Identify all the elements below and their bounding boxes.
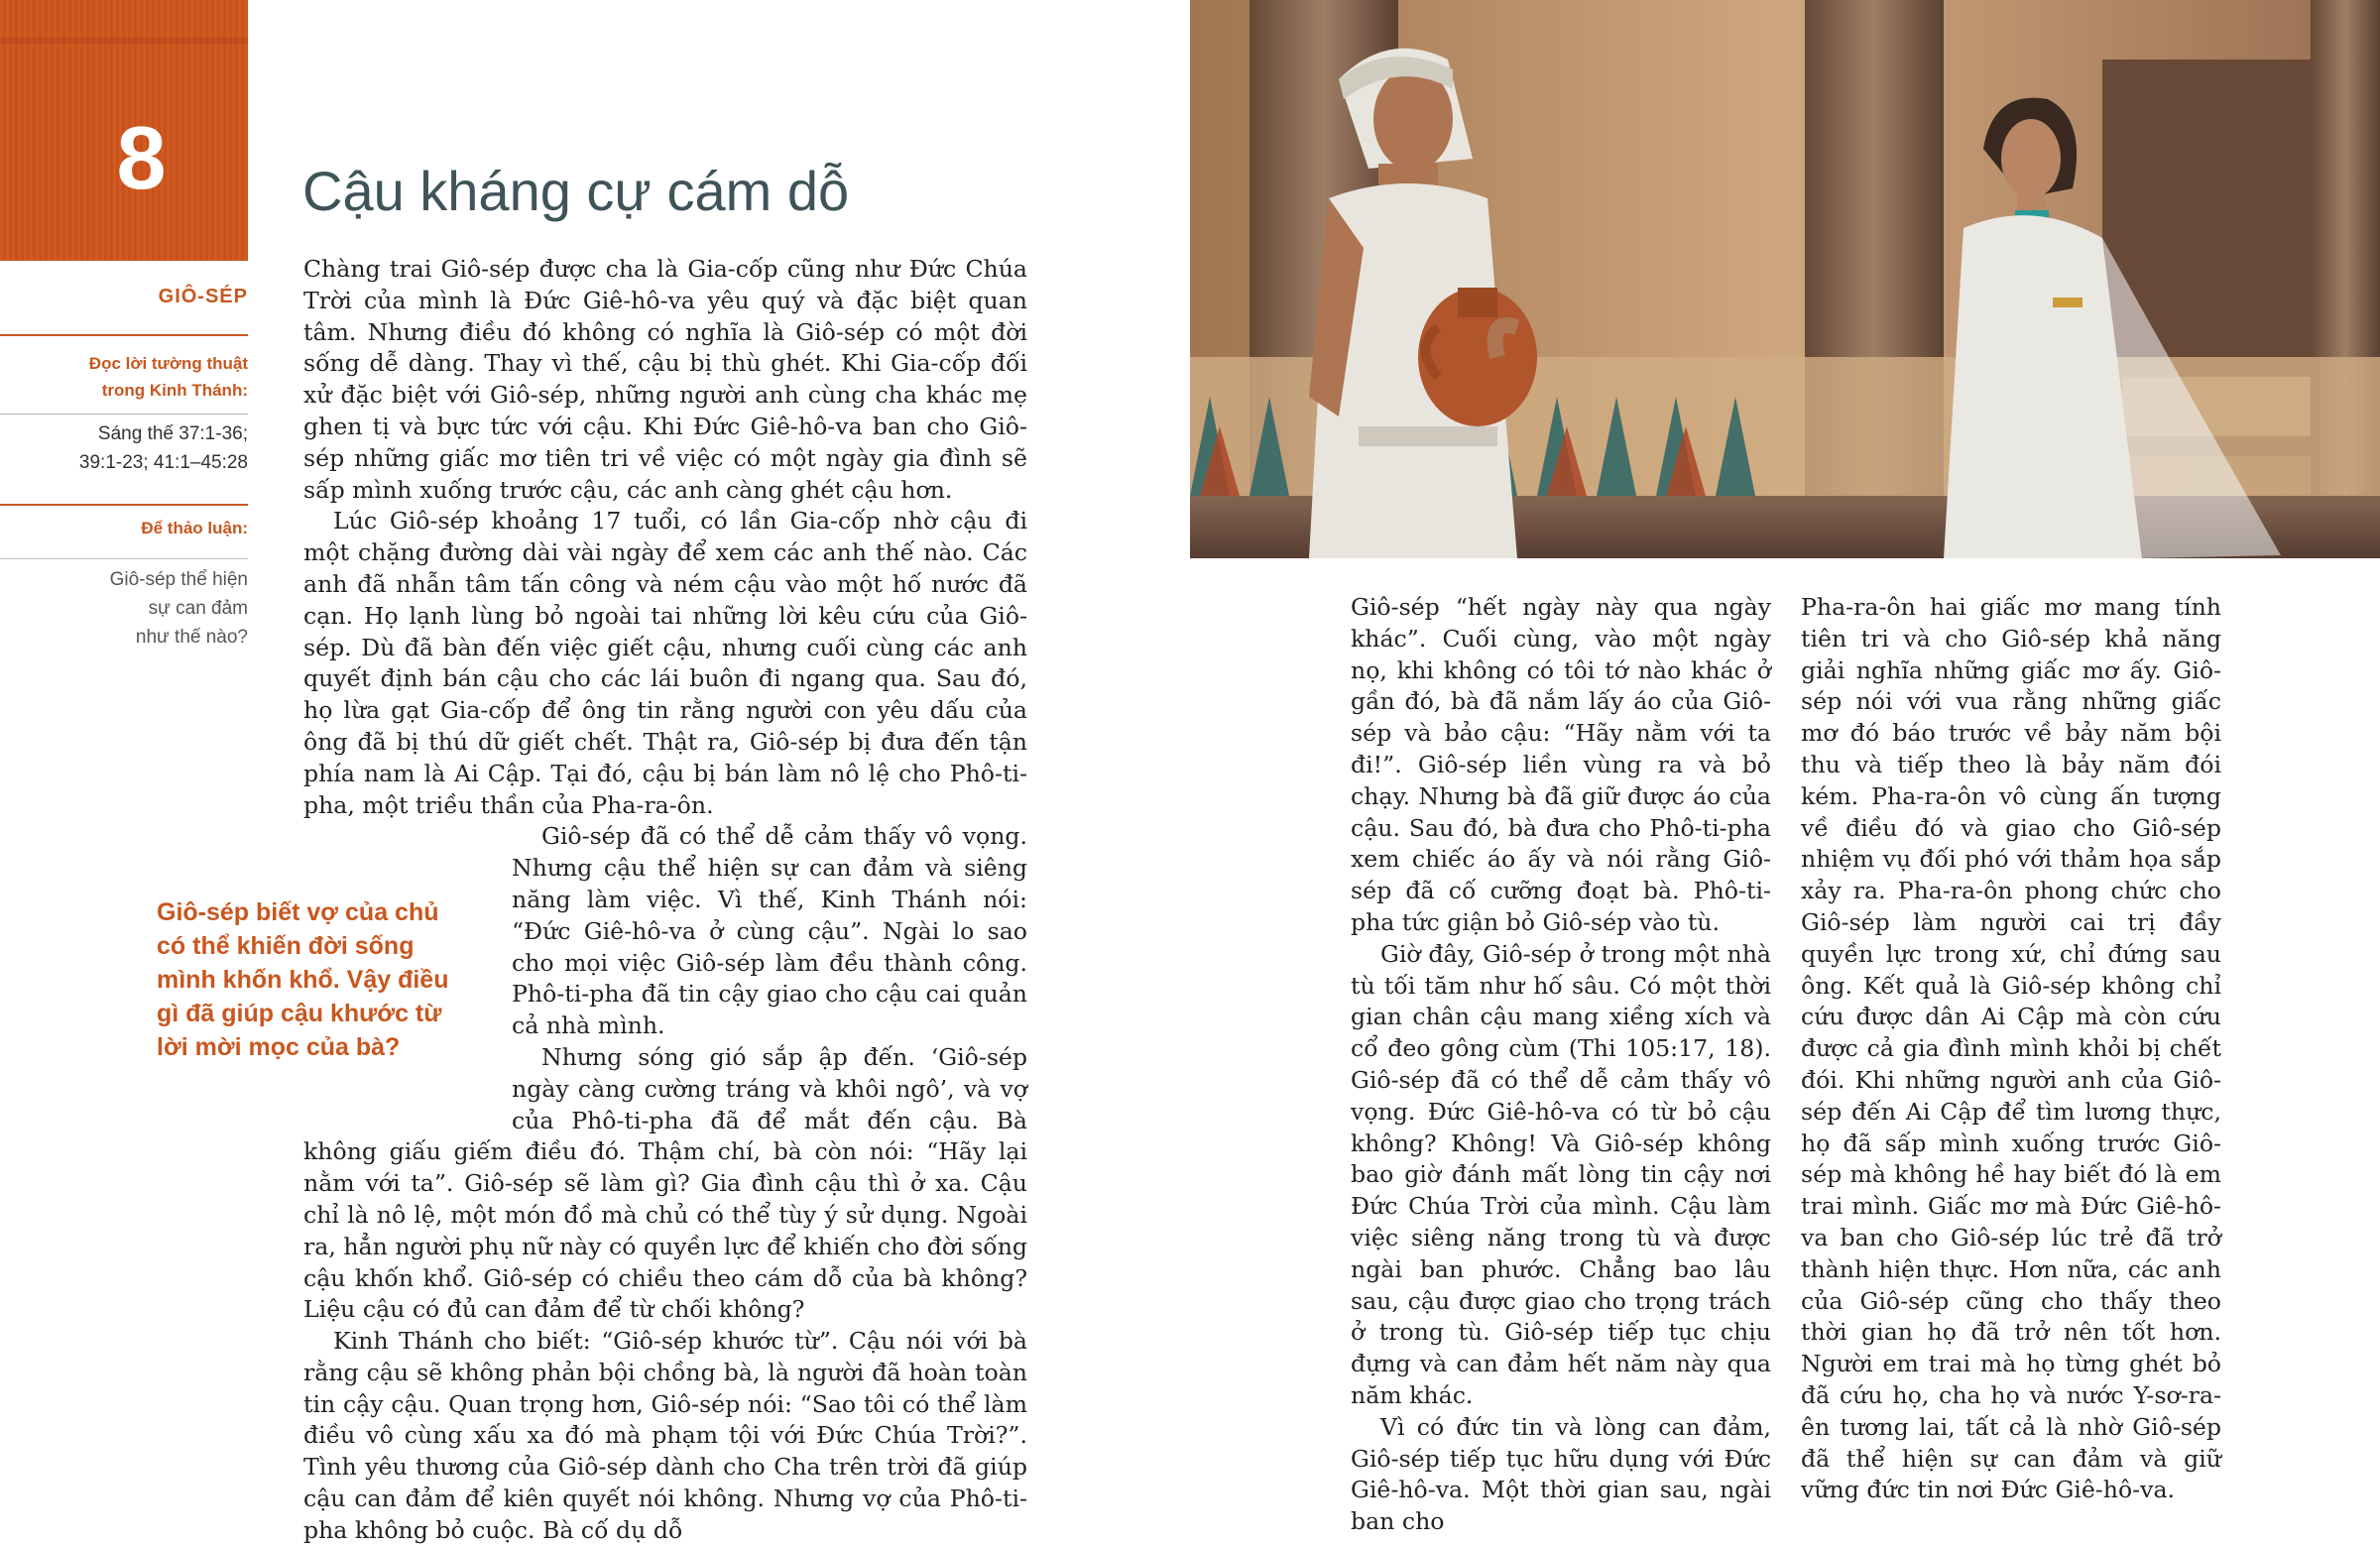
sidebar-question-line: sự can đảm — [148, 598, 248, 619]
page-title: Cậu kháng cự cám dỗ — [302, 160, 850, 222]
paragraph: Giờ đây, Giô-sép ở trong một nhà tù tối tăm như hố sâu. Có một thời gian chân cậu mang xiềng xích và cổ đeo gông cùm (Thi 105:17, 18). Giô-sép đã có thể dễ cảm thấy vô vọng. Đức Giê-hô-va có từ bỏ cậu không? Không! Và Giô-sép không bao giờ đánh mất lòng tin cậy nơi Đức Chúa Trời của mình. Cậu làm việc siêng năng trong tù và được ngài ban phước. Chẳng bao lâu sau, cậu được giao cho trọng trách ở trong tù. Giô-sép tiếp tục chịu đựng và can đảm hết năm này qua năm khác. — [1351, 939, 1771, 1409]
pull-quote: Giô-sép biết vợ của chủ có thể khiến đời sống mình khốn khổ. Vậy điều gì đã giúp cậu khước từ lời mời mọc của bà? — [157, 898, 449, 1061]
chapter-number: 8 — [116, 109, 167, 208]
sidebar-read-label — [89, 350, 248, 404]
sidebar-read-label-line: trong Kinh Thánh: — [101, 381, 248, 400]
paragraph: Chàng trai Giô-sép được cha là Gia-cốp cũng như Đức Chúa Trời của mình là Đức Giê-hô-va yêu quý và đặc biệt quan tâm. Nhưng điều đó không có nghĩa là Giô-sép có một đời sống dễ dàng. Thay vì thế, cậu bị thù ghét. Khi Gia-cốp đối xử đặc biệt với Giô-sép, những người anh cùng cha khác mẹ ghen tị và bực tức với cậu. Khi Đức Giê-hô-va ban cho Giô-sép những giấc mơ tiên tri về việc có một ngày gia đình sẽ sấp mình xuống trước cậu, các anh càng ghét cậu hơn. — [303, 255, 1027, 504]
sidebar-divider — [0, 504, 248, 506]
body-column-3 — [1801, 592, 2221, 1506]
sidebar-divider — [0, 558, 248, 559]
sidebar-ref-line: 39:1-23; 41:1–45:28 — [78, 452, 248, 473]
sidebar-read-label-line: Đọc lời tường thuật — [88, 354, 248, 373]
sidebar-question-line: như thế nào? — [135, 627, 248, 648]
sidebar-divider — [0, 334, 248, 336]
sidebar-character-name: GIÔ-SÉP — [158, 286, 248, 307]
illustration-joseph-and-potiphars-wife — [1190, 0, 2380, 558]
paragraph: Pha-ra-ôn hai giấc mơ mang tính tiên tri và cho Giô-sép khả năng giải nghĩa những giấc mơ ấy. Giô-sép nói với vua rằng những giấc mơ đó báo trước về bảy năm bội thu và tiếp theo là bảy năm đói kém. Pha-ra-ôn vô cùng ấn tượng về điều đó và giao cho Giô-sép nhiệm vụ đối phó với thảm họa sắp xảy ra. Pha-ra-ôn phong chức cho Giô-sép làm người cai trị đầy quyền lực trong xứ, chỉ đứng sau ông. Kết quả là Giô-sép không chỉ cứu được dân Ai Cập mà còn cứu được cả gia đình mình khỏi bị chết đói. Khi những người anh của Giô-sép đến Ai Cập để tìm lương thực, họ đã sấp mình xuống trước Giô-sép mà không hề hay biết đó là em trai mình. Giấc mơ mà Đức Giê-hô-va ban cho Giô-sép lúc trẻ đã trở thành hiện thực. Hơn nữa, các anh của Giô-sép cũng cho thấy theo thời gian họ đã trở nên tốt hơn. Người em trai mà họ từng ghét bỏ đã cứu họ, cha họ và nước Y-sơ-ra-ên tương lai, tất cả là nhờ Giô-sép đã thể hiện sự can đảm và giữ vững đức tin nơi Đức Giê-hô-va. — [1801, 593, 2221, 1504]
texture-band — [0, 38, 248, 44]
illustration-image — [1190, 0, 2380, 558]
sidebar-scripture-refs — [79, 419, 248, 477]
paragraph: Nhưng sóng gió sắp ập đến. ‘Giô-sép ngày càng cường tráng và khôi ngô’, và vợ của Phô-ti-pha đã để mắt đến cậu. Bà không giấu giếm điều đó. Thậm chí, bà còn nói: “Hãy lại nằm với ta”. Giô-sép sẽ làm gì? Gia đình cậu thì ở xa. Cậu chỉ là nô lệ, một món đồ mà chủ có thể tùy ý sử dụng. Ngoài ra, hẳn người phụ nữ này có quyền lực để khiến cho đời sống cậu khốn khổ. Giô-sép có chiều theo cám dỗ của bà không? Liệu cậu có đủ can đảm để từ chối không? — [303, 1042, 1027, 1324]
sidebar-divider — [0, 414, 248, 415]
sidebar-discuss-label: Để thảo luận: — [141, 519, 248, 537]
paragraph-text: Giô-sép đã có thể dễ cảm thấy vô vọng. Nhưng cậu thể hiện sự can đảm và siêng năng làm việc. Vì thế, Kinh Thánh nói: “Đức Giê-hô-va ở cùng cậu”. Ngài lo sao cho mọi việc Giô-sép làm đều thành công. Phô-ti-pha đã tin cậy giao cho cậu cai quản cả nhà mình. — [512, 822, 1027, 1040]
paragraph: Kinh Thánh cho biết: “Giô-sép khước từ”. Cậu nói với bà rằng cậu sẽ không phản bội chồng bà, là người đã hoàn toàn tin cậy cậu. Quan trọng hơn, Giô-sép nói: “Sao tôi có thể làm điều vô cùng xấu xa đó mà phạm tội với Đức Chúa Trời?”. Tình yêu thương của Giô-sép dành cho Cha trên trời đã giúp cậu can đảm để kiên quyết nói không. Nhưng vợ của Phô-ti-pha không bỏ cuộc. Bà cố dụ dỗ — [303, 1327, 1027, 1544]
paragraph: Vì có đức tin và lòng can đảm, Giô-sép tiếp tục hữu dụng với Đức Giê-hô-va. Một thời gian sau, ngài ban cho — [1351, 1412, 1771, 1536]
sidebar-discussion-question — [110, 565, 248, 652]
sidebar-ref-line: Sáng thế 37:1-36; — [97, 423, 248, 444]
body-column-2 — [1351, 592, 1771, 1538]
paragraph: Lúc Giô-sép khoảng 17 tuổi, có lần Gia-cốp nhờ cậu đi một chặng đường dài vài ngày để xem các anh thế nào. Các anh đã nhẫn tâm tấn công và ném cậu vào một hố nước đã cạn. Họ lạnh lùng bỏ ngoài tai những lời kêu cứu của Giô-sép. Dù đã bàn đến việc giết cậu, nhưng cuối cùng các anh quyết định bán cậu cho các lái buôn đi ngang qua. Sau đó, họ lừa gạt Gia-cốp để ông tin rằng người con yêu dấu của ông đã bị thú dữ giết chết. Thật ra, Giô-sép bị đưa đến tận phía nam là Ai Cập. Tại đó, cậu bị bán làm nô lệ cho Phô-ti-pha, một triều thần của Pha-ra-ôn. — [303, 507, 1027, 819]
paragraph: Giô-sép “hết ngày này qua ngày khác”. Cuối cùng, vào một ngày nọ, khi không có tôi tớ nào khác ở gần đó, bà đã nắm lấy áo của Giô-sép và bảo cậu: “Hãy nằm với ta đi!”. Giô-sép liền vùng ra và bỏ chạy. Nhưng bà đã giữ được áo của cậu. Sau đó, bà đưa cho Phô-ti-pha xem chiếc áo ấy và nói rằng Giô-sép đã cố cưỡng đoạt bà. Phô-ti-pha tức giận bỏ Giô-sép vào tù. — [1351, 593, 1771, 936]
sidebar-question-line: Giô-sép thể hiện — [109, 569, 248, 590]
